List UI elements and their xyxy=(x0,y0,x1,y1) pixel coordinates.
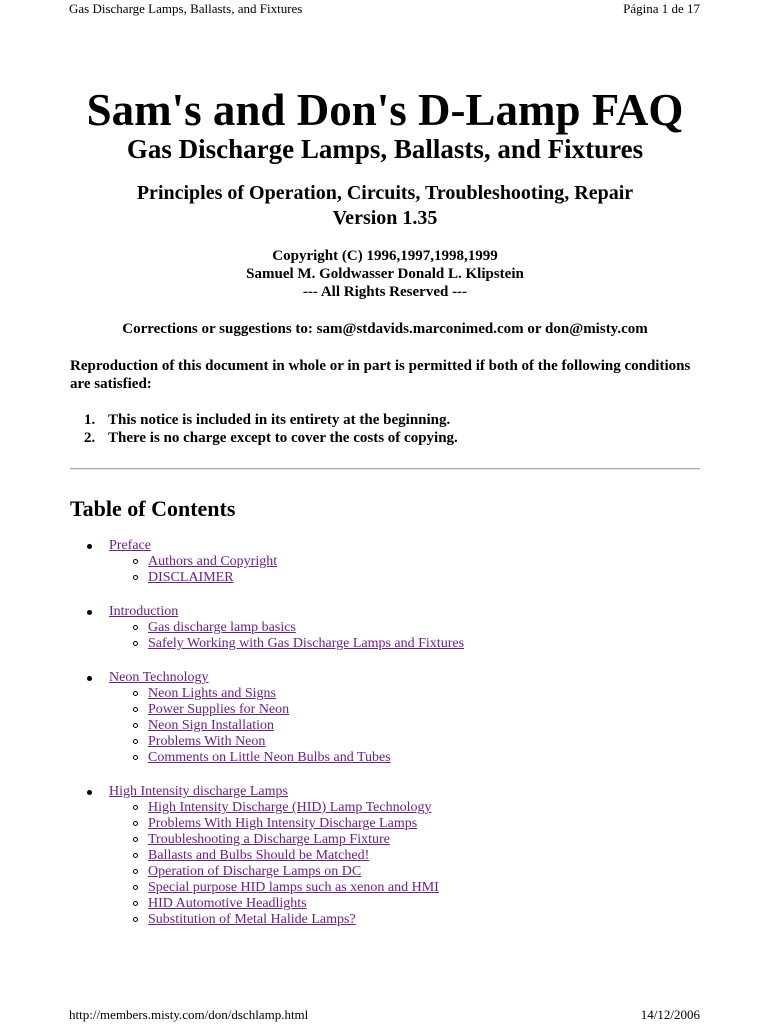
toc-link-ballasts-bulbs[interactable]: Ballasts and Bulbs Should be Matched! xyxy=(148,848,370,863)
condition-item xyxy=(84,411,458,429)
conditions-list xyxy=(84,411,458,447)
copyright-block xyxy=(0,247,770,301)
circle-bullet-icon xyxy=(133,821,138,826)
condition-text: There is no charge except to cover the costs of copying. xyxy=(108,430,458,446)
circle-bullet-icon xyxy=(133,853,138,858)
toc-link-little-neon-bulbs[interactable]: Comments on Little Neon Bulbs and Tubes xyxy=(148,750,391,765)
toc-link-troubleshooting[interactable]: Troubleshooting a Discharge Lamp Fixture xyxy=(148,832,390,847)
bullet-icon xyxy=(87,544,92,549)
version-line: Version 1.35 xyxy=(332,207,438,229)
bullet-icon xyxy=(87,676,92,681)
toc-section-hid xyxy=(70,784,464,928)
condition-item xyxy=(84,429,458,447)
toc-link-metal-halide[interactable]: Substitution of Metal Halide Lamps? xyxy=(148,912,356,927)
reproduction-notice: Reproduction of this document in whole or in part is permitted if both of the following conditions are satisfied: xyxy=(70,358,691,392)
circle-bullet-icon xyxy=(133,559,138,564)
condition-number: 2. xyxy=(84,430,96,446)
toc-link-authors-copyright[interactable]: Authors and Copyright xyxy=(148,554,278,569)
circle-bullet-icon xyxy=(133,805,138,810)
toc-section-neon xyxy=(70,670,464,766)
toc-link-neon-lights[interactable]: Neon Lights and Signs xyxy=(148,686,276,701)
toc-link-hid-lamps[interactable]: High Intensity discharge Lamps xyxy=(109,784,288,799)
circle-bullet-icon xyxy=(133,885,138,890)
condition-text: This notice is included in its entirety at the beginning. xyxy=(108,412,451,428)
circle-bullet-icon xyxy=(133,755,138,760)
toc-link-disclaimer[interactable]: DISCLAIMER xyxy=(148,570,234,585)
toc-link-power-supplies[interactable]: Power Supplies for Neon xyxy=(148,702,290,717)
toc-link-hid-headlights[interactable]: HID Automotive Headlights xyxy=(148,896,307,911)
circle-bullet-icon xyxy=(133,917,138,922)
bullet-icon xyxy=(87,610,92,615)
toc-link-introduction[interactable]: Introduction xyxy=(109,604,179,619)
toc-link-hid-problems[interactable]: Problems With High Intensity Discharge Lamps xyxy=(148,816,418,831)
document-title: Sam's and Don's D-Lamp FAQ xyxy=(86,85,684,135)
circle-bullet-icon xyxy=(133,837,138,842)
circle-bullet-icon xyxy=(133,625,138,630)
bullet-icon xyxy=(87,790,92,795)
principles-line: Principles of Operation, Circuits, Troubleshooting, Repair xyxy=(136,182,634,204)
document-scope xyxy=(0,181,770,231)
circle-bullet-icon xyxy=(133,707,138,712)
circle-bullet-icon xyxy=(133,739,138,744)
toc-link-lamp-basics[interactable]: Gas discharge lamp basics xyxy=(148,620,296,635)
toc-link-operation-dc[interactable]: Operation of Discharge Lamps on DC xyxy=(148,864,362,879)
page-footer-url: http://members.misty.com/don/dschlamp.html xyxy=(69,1007,309,1022)
circle-bullet-icon xyxy=(133,691,138,696)
toc-link-problems-neon[interactable]: Problems With Neon xyxy=(148,734,266,749)
toc-section-introduction xyxy=(70,604,464,652)
toc-link-safely-working[interactable]: Safely Working with Gas Discharge Lamps and Fixtures xyxy=(148,636,465,651)
table-of-contents xyxy=(70,538,464,946)
toc-section-preface xyxy=(70,538,464,586)
horizontal-rule xyxy=(70,468,700,470)
page-number: Página 1 de 17 xyxy=(623,1,700,16)
page-header-title: Gas Discharge Lamps, Ballasts, and Fixtures xyxy=(69,1,303,16)
circle-bullet-icon xyxy=(133,869,138,874)
circle-bullet-icon xyxy=(133,901,138,906)
circle-bullet-icon xyxy=(133,723,138,728)
toc-link-neon-installation[interactable]: Neon Sign Installation xyxy=(148,718,274,733)
rights-line: --- All Rights Reserved --- xyxy=(302,284,468,300)
condition-number: 1. xyxy=(84,412,96,428)
corrections-line: Corrections or suggestions to: sam@stdavids.marconimed.com or don@misty.com xyxy=(122,321,648,337)
page-footer-date: 14/12/2006 xyxy=(640,1007,700,1022)
circle-bullet-icon xyxy=(133,575,138,580)
authors-line: Samuel M. Goldwasser Donald L. Klipstein xyxy=(246,266,524,282)
toc-link-special-hid[interactable]: Special purpose HID lamps such as xenon and HMI xyxy=(148,880,439,895)
toc-link-neon-technology[interactable]: Neon Technology xyxy=(109,670,209,685)
copyright-line: Copyright (C) 1996,1997,1998,1999 xyxy=(272,248,498,264)
document-subtitle: Gas Discharge Lamps, Ballasts, and Fixtures xyxy=(126,134,644,164)
circle-bullet-icon xyxy=(133,641,138,646)
toc-link-hid-technology[interactable]: High Intensity Discharge (HID) Lamp Technology xyxy=(148,800,432,815)
toc-heading: Table of Contents xyxy=(70,496,236,521)
toc-link-preface[interactable]: Preface xyxy=(109,538,151,553)
